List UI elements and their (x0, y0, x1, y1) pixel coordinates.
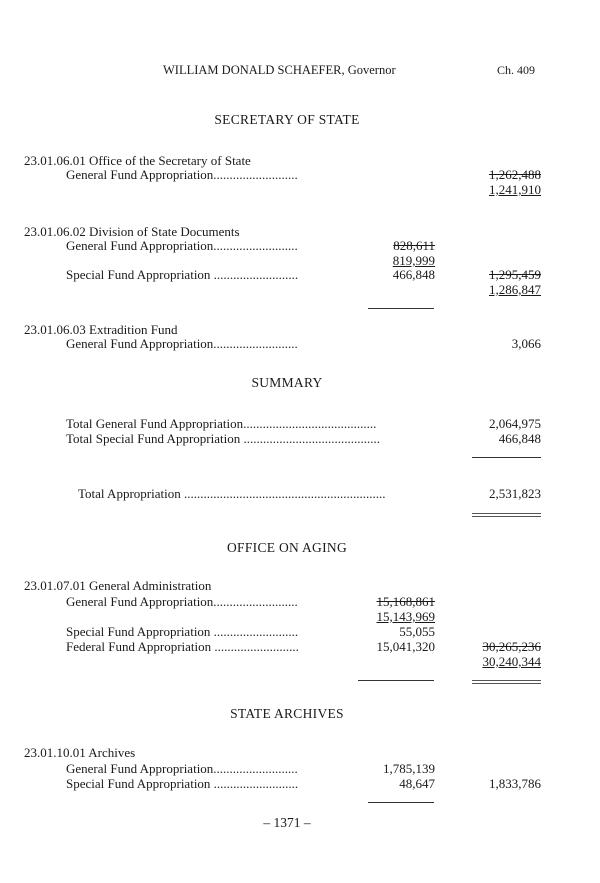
running-header-title: WILLIAM DONALD SCHAEFER, Governor (163, 63, 396, 77)
line-label: Special Fund Appropriation .......................... (66, 776, 299, 791)
program-code-23-01-06-01: 23.01.06.01 Office of the Secretary of State (24, 153, 251, 168)
program-code-23-01-06-02: 23.01.06.02 Division of State Documents (24, 224, 240, 239)
summary-line-label: Total Special Fund Appropriation .......................................... (66, 431, 380, 446)
section-heading-state-archives: STATE ARCHIVES (230, 706, 344, 721)
struck-total: 1,262,488 (489, 167, 541, 182)
double-rule (472, 513, 541, 517)
section-heading-summary: SUMMARY (251, 375, 323, 390)
struck-total: 1,295,459 (489, 267, 541, 282)
line-label: General Fund Appropriation.......................... (66, 336, 298, 351)
line-label: Federal Fund Appropriation .......................... (66, 639, 299, 654)
line-label: General Fund Appropriation.......................... (66, 761, 298, 776)
summary-rule (472, 457, 541, 458)
amount: 1,785,139 (383, 761, 435, 776)
total-appropriation-label: Total Appropriation .............................................................. (78, 486, 386, 501)
amount: 466,848 (392, 267, 435, 282)
section-heading-office-on-aging: OFFICE ON AGING (226, 540, 347, 555)
subtotal-rule (358, 680, 434, 681)
summary-total: 2,064,975 (489, 416, 541, 431)
line-label: Special Fund Appropriation .......................... (66, 624, 299, 639)
struck-total: 30,265,236 (482, 639, 541, 654)
struck-amount: 828,611 (393, 238, 435, 253)
double-rule (472, 680, 541, 684)
subtotal-rule (368, 308, 434, 309)
summary-total: 466,848 (498, 431, 541, 446)
program-code-23-01-06-03: 23.01.06.03 Extradition Fund (24, 322, 178, 337)
program-code-23-01-07-01: 23.01.07.01 General Administration (24, 578, 212, 593)
line-label: General Fund Appropriation.......................... (66, 167, 298, 182)
line-label: Special Fund Appropriation .......................... (66, 267, 299, 282)
amended-amount: 15,143,969 (376, 609, 435, 624)
amount: 15,041,320 (376, 639, 435, 654)
summary-line-label: Total General Fund Appropriation......................................... (66, 416, 377, 431)
page-number: – 1371 – (263, 815, 311, 830)
section-heading-secretary-of-state: SECRETARY OF STATE (214, 112, 360, 127)
amended-total: 1,286,847 (489, 282, 541, 297)
line-label: General Fund Appropriation.......................... (66, 594, 298, 609)
amended-total: 30,240,344 (482, 654, 541, 669)
amount: 48,647 (399, 776, 435, 791)
total: 3,066 (511, 336, 541, 351)
amended-amount: 819,999 (392, 253, 435, 268)
struck-amount: 15,168,861 (376, 594, 435, 609)
total-appropriation-value: 2,531,823 (489, 486, 541, 501)
chapter-number: Ch. 409 (497, 63, 536, 77)
amount: 55,055 (399, 624, 435, 639)
amended-total: 1,241,910 (489, 182, 541, 197)
total: 1,833,786 (489, 776, 541, 791)
program-code-23-01-10-01: 23.01.10.01 Archives (24, 745, 136, 760)
subtotal-rule (368, 802, 434, 803)
line-label: General Fund Appropriation.......................... (66, 238, 298, 253)
